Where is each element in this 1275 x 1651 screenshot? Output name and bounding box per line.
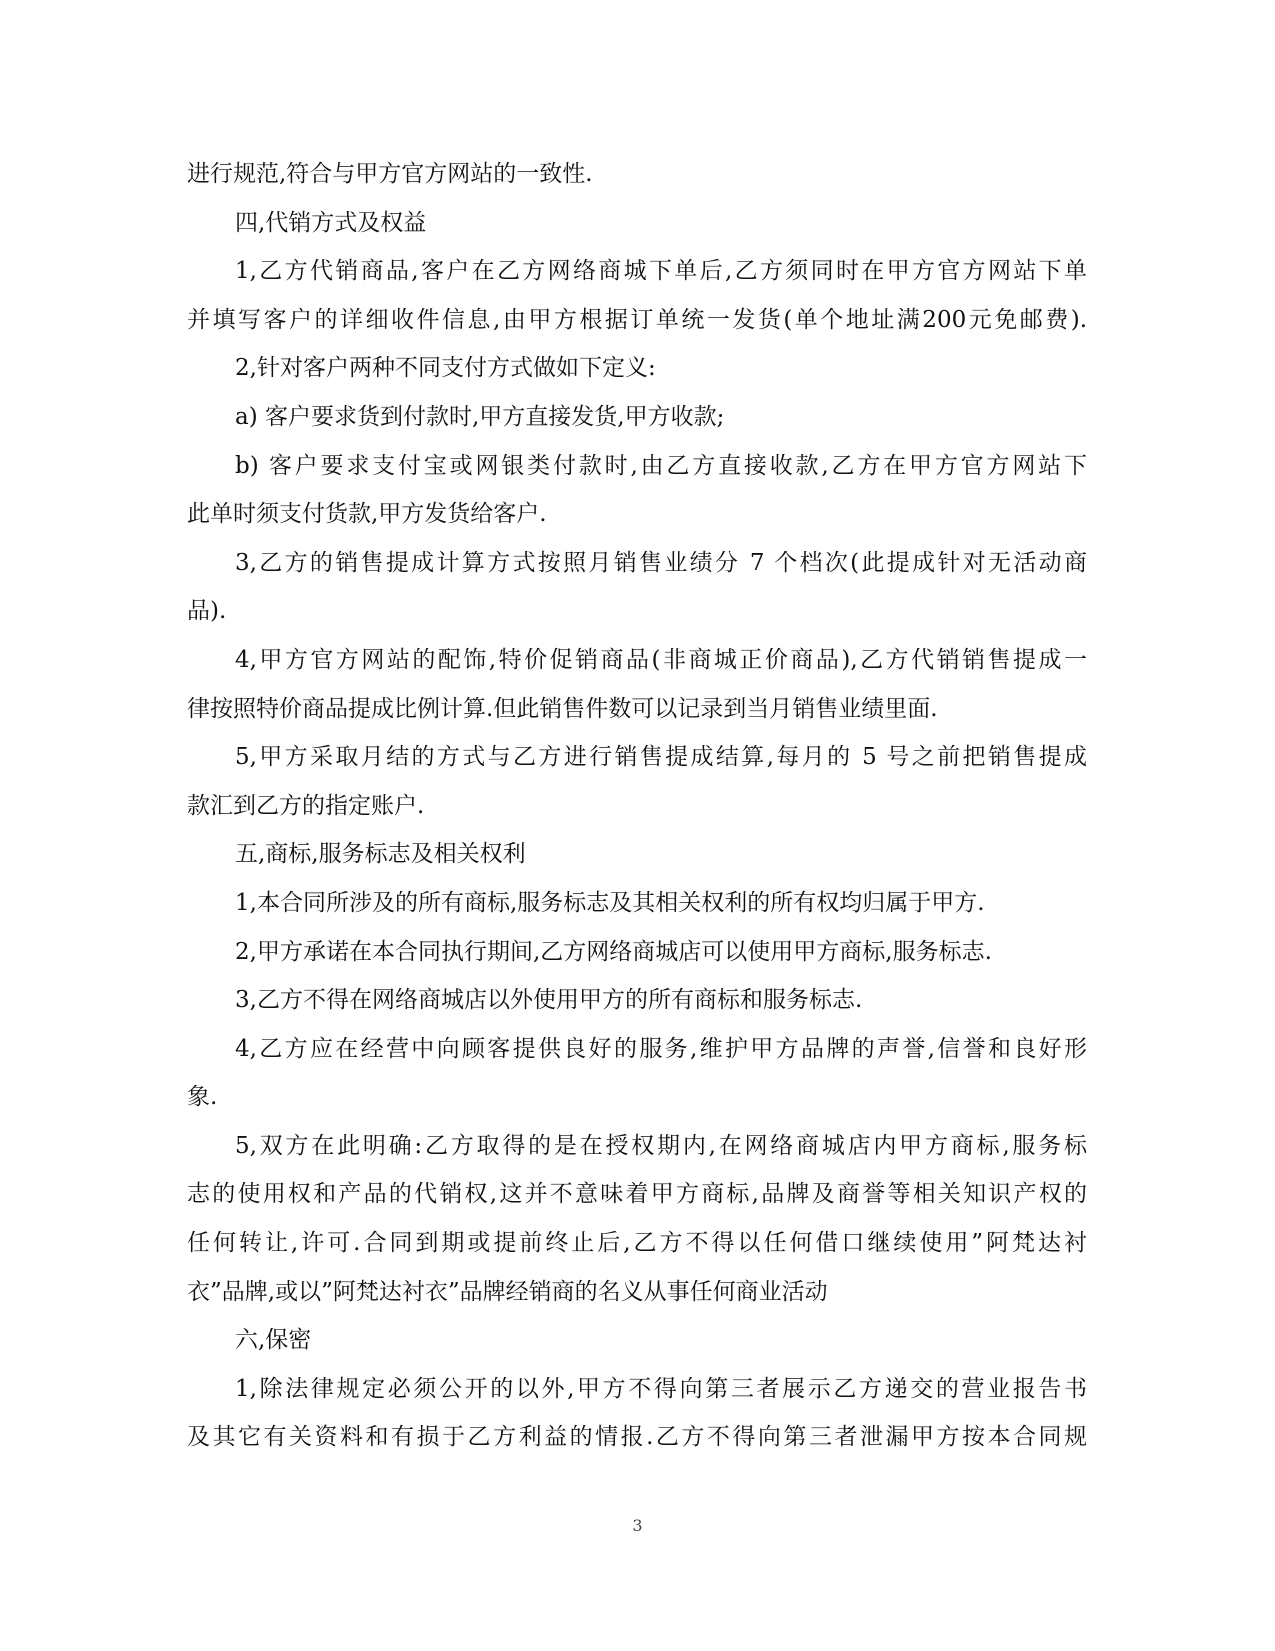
text-line: 并填写客户的详细收件信息,由甲方根据订单统一发货(单个地址满200元免邮费).	[187, 306, 1087, 333]
document-body	[187, 150, 1087, 1462]
text-line: 4,乙方应在经营中向顾客提供良好的服务,维护甲方品牌的声誉,信誉和良好形	[235, 1035, 1087, 1062]
text-line: 此单时须支付货款,甲方发货给客户.	[187, 501, 547, 528]
text-line: 五,商标,服务标志及相关权利	[235, 841, 526, 868]
text-line: b) 客户要求支付宝或网银类付款时,由乙方直接收款,乙方在甲方官方网站下	[235, 452, 1087, 479]
text-line: 1,除法律规定必须公开的以外,甲方不得向第三者展示乙方递交的营业报告书	[235, 1375, 1087, 1402]
text-line: 4,甲方官方网站的配饰,特价促销商品(非商城正价商品),乙方代销销售提成一	[235, 646, 1087, 673]
text-line: 款汇到乙方的指定账户.	[187, 792, 425, 819]
text-line: 律按照特价商品提成比例计算.但此销售件数可以记录到当月销售业绩里面.	[187, 695, 938, 722]
text-line: 1,乙方代销商品,客户在乙方网络商城下单后,乙方须同时在甲方官方网站下单	[235, 258, 1087, 285]
text-line: a) 客户要求货到付款时,甲方直接发货,甲方收款;	[235, 403, 725, 430]
text-line: 5,甲方采取月结的方式与乙方进行销售提成结算,每月的 5 号之前把销售提成	[235, 744, 1087, 771]
text-line: 进行规范,符合与甲方官方网站的一致性.	[187, 161, 593, 187]
text-line: 六,保密	[235, 1327, 312, 1354]
text-line: 志的使用权和产品的代销权,这并不意味着甲方商标,品牌及商誉等相关知识产权的	[187, 1181, 1087, 1208]
text-line: 1,本合同所涉及的所有商标,服务标志及其相关权利的所有权均归属于甲方.	[235, 889, 985, 916]
text-line: 2,甲方承诺在本合同执行期间,乙方网络商城店可以使用甲方商标,服务标志.	[235, 938, 992, 965]
text-line: 四,代销方式及权益	[235, 209, 427, 236]
text-line: 象.	[187, 1084, 218, 1111]
page-number: 3	[632, 1516, 643, 1535]
text-line: 衣”品牌,或以”阿梵达衬衣”品牌经销商的名义从事任何商业活动	[187, 1278, 828, 1305]
text-line: 任何转让,许可.合同到期或提前终止后,乙方不得以任何借口继续使用”阿梵达衬	[187, 1230, 1087, 1257]
text-line: 3,乙方的销售提成计算方式按照月销售业绩分 7 个档次(此提成针对无活动商	[235, 549, 1087, 576]
text-line: 2,针对客户两种不同支付方式做如下定义:	[235, 355, 656, 382]
text-line: 品).	[187, 598, 227, 625]
text-line: 3,乙方不得在网络商城店以外使用甲方的所有商标和服务标志.	[235, 987, 863, 1014]
text-line: 5,双方在此明确:乙方取得的是在授权期内,在网络商城店内甲方商标,服务标	[235, 1132, 1087, 1159]
text-line: 及其它有关资料和有损于乙方利益的情报.乙方不得向第三者泄漏甲方按本合同规	[187, 1424, 1087, 1451]
